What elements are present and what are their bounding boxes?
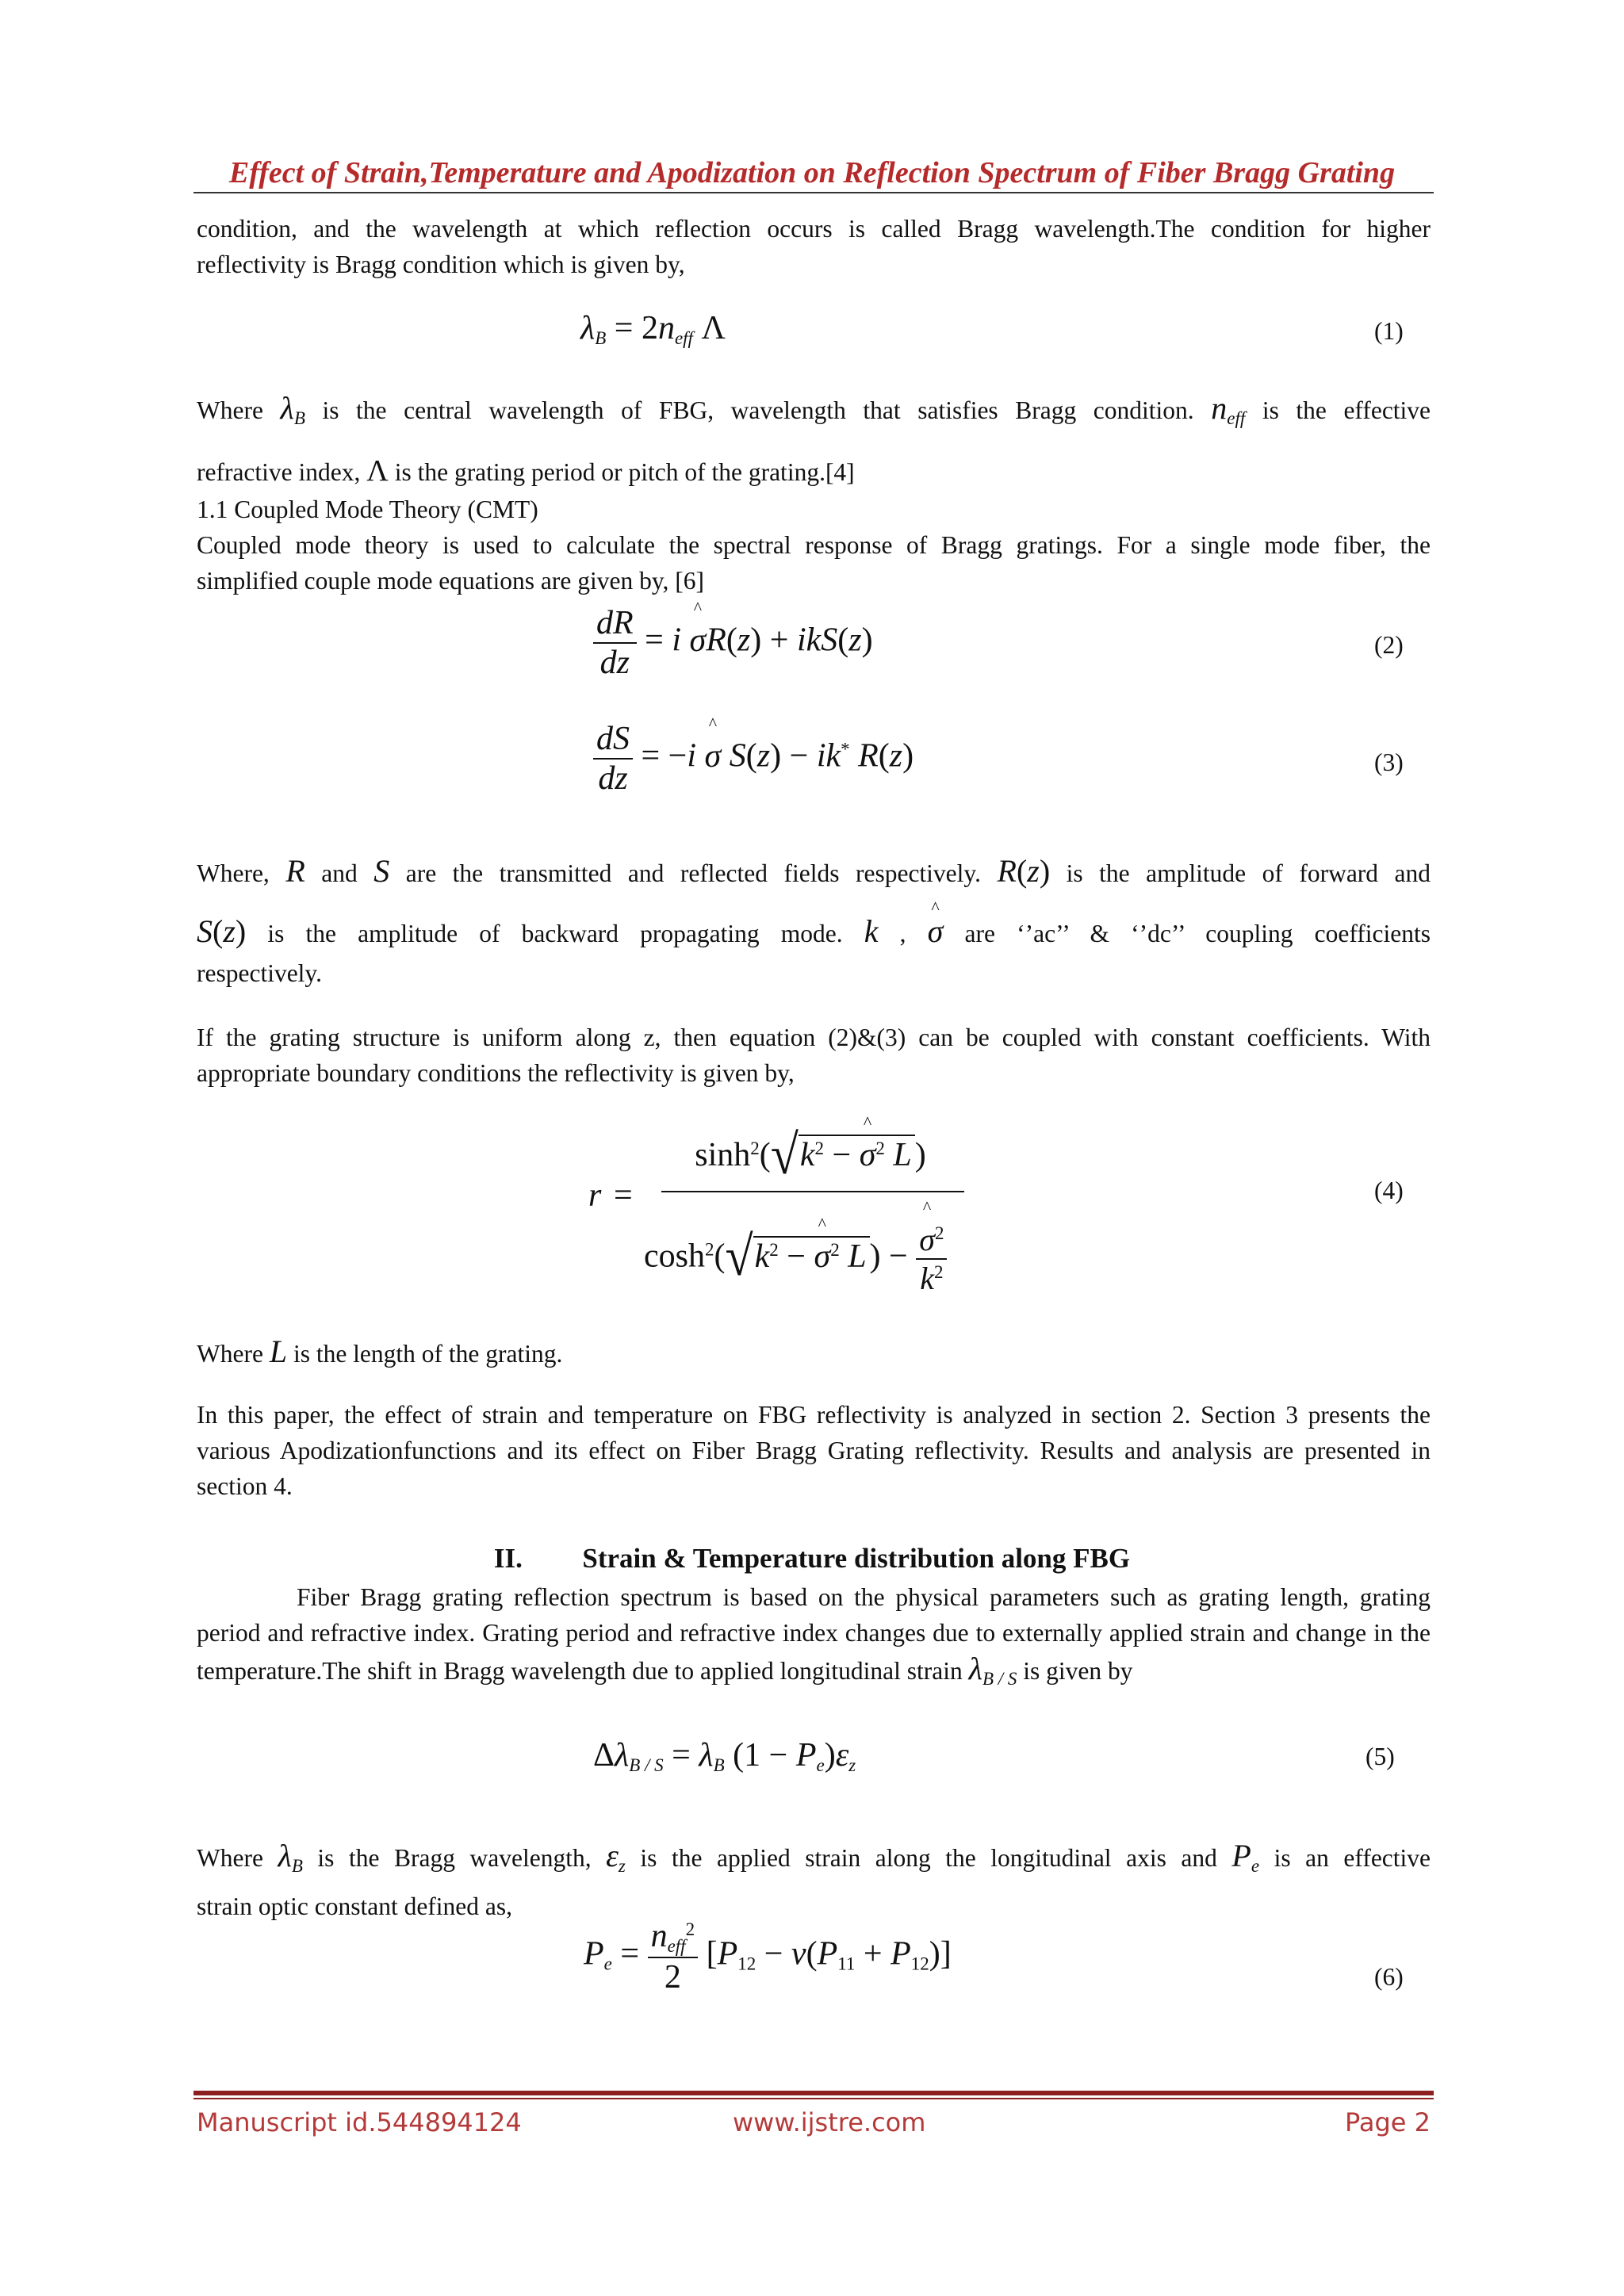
subsection-heading: 1.1 Coupled Mode Theory (CMT) [197,496,538,523]
p4-f: are ‘’ac’’ & ‘’dc’’ coupling coefficients [964,920,1431,947]
equation-5-number: (5) [1365,1743,1395,1770]
equation-1: $\lambda_B = 2n_{eff}$ Λ [580,310,726,348]
equation-3-number: (3) [1374,748,1404,776]
equation-4-number: (4) [1374,1177,1404,1204]
footer-rule-thin [193,2098,1434,2099]
p4-d: is the amplitude of forward and [1066,859,1431,887]
paragraph-strain-intro: Fiber Bragg grating reflection spectrum is based on the physical parameters such as grating length, grating period and refractive index. Grating period and refractive index changes due to externally applied strain and change in the temperature.The shift in Bragg wavelength due to applied longitudinal strain $\lambda_{B / S}$ is given by [197,1583,1431,1689]
p2-c: is the effective [1262,396,1431,424]
paragraph-length: Where L is the length of the grating. [197,1334,563,1369]
p4-e: is the amplitude of backward propagating mode. [267,920,843,947]
section-title: Strain & Temperature distribution along FBG [582,1543,1131,1574]
header-rule [193,192,1434,193]
footer-rule-thick [193,2091,1434,2095]
equation-1-number: (1) [1374,317,1404,345]
p3-line1: Coupled mode theory is used to calculate the spectral response of Bragg gratings. For a single mode fiber, the [197,531,1431,559]
paragraph-where-lambda: Where $\lambda_B$ is the central wavelength of FBG, wavelength that satisfies Bragg condition. $n_{eff}$ is the effective refractive index, Λ is the grating period or pitch of the grating.[4] [197,390,1431,488]
p6-a: Where [197,1340,263,1368]
section-heading [0,1543,1624,1575]
p2-a: Where [197,396,263,424]
paragraph-cmt [197,527,1431,599]
paragraph-strain-optic: Where $\lambda_B$ is the Bragg wavelength, $\varepsilon_z$ is the applied strain along the longitudinal axis and $P_e$ is an effective strain optic constant defined as, [197,1831,1431,1923]
p1-line2: reflectivity is Bragg condition which is given by, [197,251,685,278]
equation-3: $\frac{dS}{dz}$ = −i ^ σ S(z) − ik* R(z) [593,720,914,798]
equation-4: r = $\sinh^2(√k^2$ − ^ $\sigma^2$ L) $\cosh^2(√k^2$ − ^ $\sigma^2$ L) − ^ $\frac{\sigma^2}{k^2}$ [588,1126,969,1316]
p4-g: respectively. [197,959,323,987]
p9-b: is the Bragg wavelength, [317,1844,592,1872]
equation-5: $\Delta\lambda_{B / S} = \lambda_B$ $(1 - P_e)\varepsilon_z$ [593,1737,856,1775]
footer-page-number: Page 2 [1345,2107,1431,2137]
p1-line1: condition, and the wavelength at which reflection occurs is called Bragg wavelength.The condition for higher [197,215,1431,243]
p9-a: Where [197,1844,263,1872]
p8-text: Fiber Bragg grating reflection spectrum is based on the physical parameters such as grating length, grating period and refractive index. Grating period and refractive index changes due to externally applied strain and change in the temperature.The shift in Bragg wavelength due to applied longitudinal strain [197,1583,1431,1685]
p9-d: is an effective [1274,1844,1431,1872]
equation-6-number: (6) [1374,1963,1404,1991]
p4-b: and [321,859,358,887]
p2-d: refractive index, [197,458,361,486]
paragraph-uniform: If the grating structure is uniform along z, then equation (2)&(3) can be coupled with constant coefficients. With appropriate boundary conditions the reflectivity is given by, [197,1024,1431,1087]
p2-e: is the grating period or pitch of the grating.[4] [394,458,855,486]
running-header: Effect of Strain,Temperature and Apodization on Reflection Spectrum of Fiber Bragg Grating [228,156,1396,189]
footer-manuscript-id: Manuscript id.544894124 [197,2107,522,2137]
equation-6: $P_e$ = $\frac{n_{eff}^2}{2}$ $[P_{12} - \nu(P_{11} + P_{12})]$ [584,1918,952,1996]
p9-c: is the applied strain along the longitudinal axis and [640,1844,1217,1872]
p9-e: strain optic constant defined as, [197,1892,513,1920]
footer-website-link[interactable]: www.ijstre.com [733,2107,926,2137]
paragraph-overview: In this paper, the effect of strain and temperature on FBG reflectivity is analyzed in section 2. Section 3 presents the various Apodizationfunctions and its effect on Fiber Bragg Grating reflectivity. Results and analysis are presented in section 4. [197,1401,1431,1500]
p8-end: is given by [1023,1657,1133,1685]
p4-c: are the transmitted and reflected fields respectively. [405,859,981,887]
equation-2-number: (2) [1374,631,1404,659]
p3-line2: simplified couple mode equations are given by, [6] [197,567,705,595]
p6-b: is the length of the grating. [293,1340,563,1368]
p4-a: Where, [197,859,270,887]
equation-2: $\frac{dR}{dz}$ = i ^ σR(z) + ikS(z) [593,604,873,682]
paragraph-fields: Where, R and S are the transmitted and reflected fields respectively. R(z) is the amplitude of forward and S(z) is the amplitude of backward propagating mode. k , ^ σ are ‘’ac’’ & ‘’dc’’ coupling coefficients respectively. [197,837,1431,989]
paragraph-bragg-condition [197,211,1431,282]
p2-b: is the central wavelength of FBG, wavelength that satisfies Bragg condition. [322,396,1194,424]
section-number: II. [493,1543,523,1574]
